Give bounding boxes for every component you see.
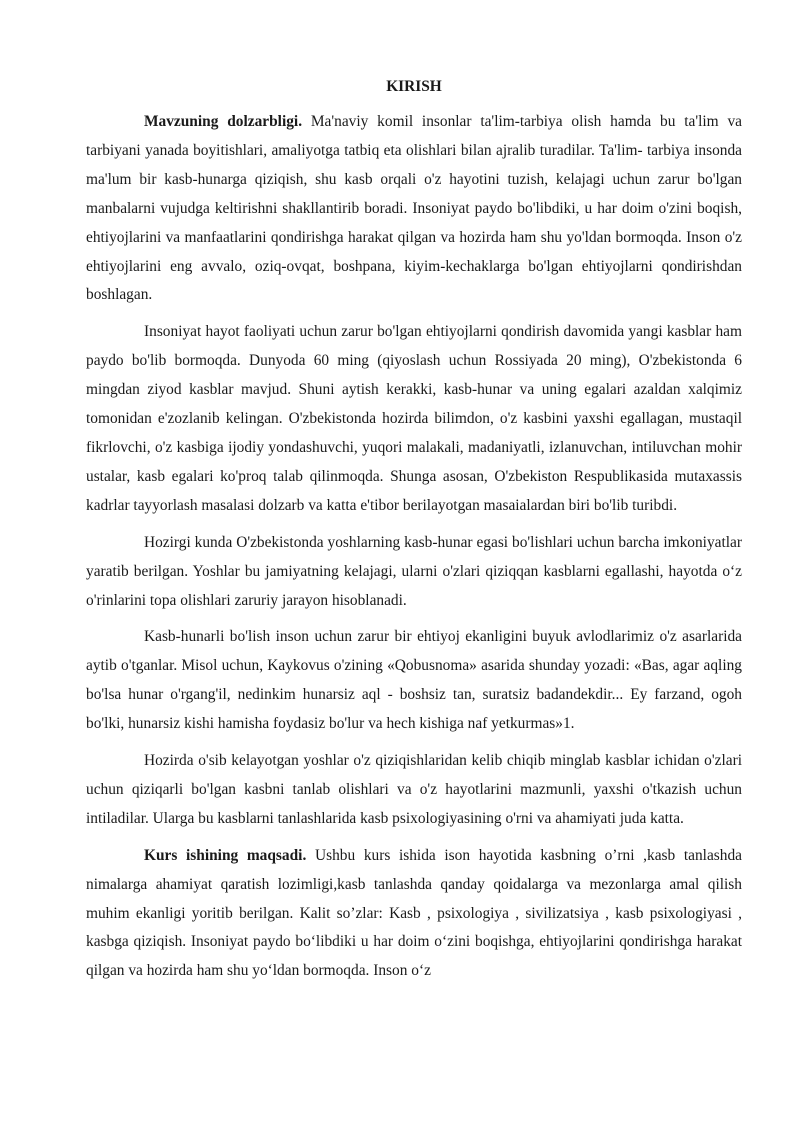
paragraph-text: Hozirgi kunda O'zbekistonda yoshlarning kasb-hunar egasi bo'lishlari uchun barcha imkoniyatlar yaratib berilgan. Yoshlar bu jamiyatning kelajagi, ularni o'zlari qiziqqan kasblarni egallashi, hayotda o‘z o'rinlarini topa olishlari zaruriy jarayon hisoblanadi. <box>86 533 742 609</box>
paragraph-lead: Kurs ishining maqsadi. <box>144 846 307 864</box>
paragraph-lead: Mavzuning dolzarbligi. <box>144 113 303 130</box>
paragraph-text: Ushbu kurs ishida ison hayotida kasbning o’rni ,kasb tanlashda nimalarga ahamiyat qaratish lozimligi,kasb tanlashda qanday qoidalarga va mezonlarga amal qilish muhim ekanligi yoritib berilgan. Kalit so’zlar: Kasb , psixologiya , sivilizatsiya , kasb psixologiyasi , kasbga qiziqish. Insoniyat paydo bo‘libdiki u har doim o‘zini boqishga, ehtiyojlarini qondirishga harakat qilgan va hozirda ham shu yo‘ldan bormoqda. Inson o‘z <box>86 846 742 980</box>
paragraph-qobusnoma-quote <box>86 623 742 739</box>
paragraph-career-choice <box>86 747 742 834</box>
paragraph-youth-opportunities <box>86 529 742 616</box>
paragraph-course-goal <box>86 842 742 987</box>
paragraph-text: Insoniyat hayot faoliyati uchun zarur bo'lgan ehtiyojlarni qondirish davomida yangi kasblar ham paydo bo'lib bormoqda. Dunyoda 60 ming (qiyoslash uchun Rossiyada 20 ming), O'zbekistonda 6 mingdan ziyod kasblar mavjud. Shuni aytish kerakki, kasb-hunar va uning egalari azaldan xalqimiz tomonidan e'zozlanib kelingan. O'zbekistonda hozirda bilimdon, o'z kasbini yaxshi egallagan, mustaqil fikrlovchi, o'z kasbiga ijodiy yondashuvchi, yuqori malakali, madaniyatli, izlanuvchan, intiluvchan mohir ustalar, kasb egalari ko'proq talab qilinmoqda. Shunga asosan, O'zbekiston Respublikasida mutaxassis kadrlar tayyorlash masalasi dolzarb va katta e'tibor berilayotgan masaialardan biri bo'lib turibdi. <box>86 323 742 514</box>
paragraph-text: Hozirda o'sib kelayotgan yoshlar o'z qiziqishlaridan kelib chiqib minglab kasblar ichidan o'zlari uchun qiziqarli bo'lgan kasbni tanlab olishlari va o'z hayotlarini mazmunli, yaxshi o'tkazish uchun intiladilar. Ularga bu kasblarni tanlashlarida kasb psixologiyasining o'rni va ahamiyati juda katta. <box>86 752 742 827</box>
paragraph-relevance <box>86 108 742 310</box>
paragraph-text: Kasb-hunarli bo'lish inson uchun zarur bir ehtiyoj ekanligini buyuk avlodlarimiz o'z asarlarida aytib o'tganlar. Misol uchun, Kaykovus o'zining «Qobusnoma» asarida shunday yozadi: «Bas, agar aqling bo'lsa hunar o'rgang'il, nedinkim hunarsiz aql - boshsiz tan, suratsiz badandekdir... Ey farzand, ogoh bo'lki, hunarsiz kishi hamisha foydasiz bo'lur va hech kishiga naf yetkurmas»1. <box>86 628 742 733</box>
paragraph-text: Ma'naviy komil insonlar ta'lim-tarbiya olish hamda bu ta'lim va tarbiyani yanada boyitishlari, amaliyotga tatbiq eta olishlari bilan ajralib turadilar. Ta'lim- tarbiya insonda ma'lum bir kasb-hunarga qiziqish, shu kasb orqali o'z hayotini tuzish, kelajagi uchun zarur bo'lgan manbalarni vujudga keltirishni shakllantirib boradi. Insoniyat paydo bo'libdiki, u har doim o'zini boqish, ehtiyojlarini va manfaatlarini qondirishga harakat qilgan va hozirda ham shu yo'ldan bormoqda. Inson o'z ehtiyojlarini eng avvalo, oziq-ovqat, boshpana, kiyim-kechaklarga bo'lgan ehtiyojlarni qondirishdan boshlagan. <box>86 113 742 304</box>
paragraph-professions <box>86 318 742 520</box>
page-title: KIRISH <box>386 78 442 95</box>
document-page <box>86 74 742 994</box>
